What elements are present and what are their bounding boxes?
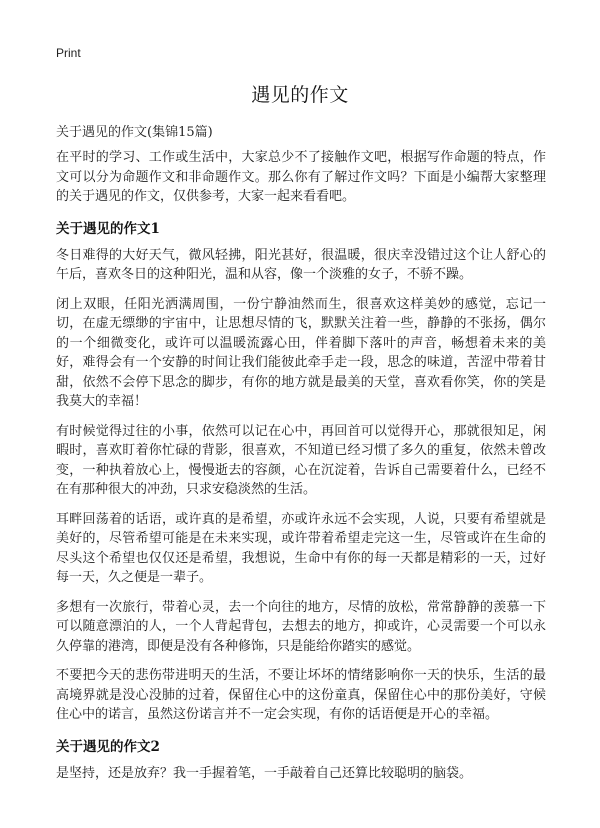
section2-paragraph-1: 是坚持，还是放弃？我一手握着笔，一手敲着自己还算比较聪明的脑袋。 [56,765,473,781]
intro-paragraph: 在平时的学习、工作或生活中，大家总少不了接触作文吧，根据写作命题的特点，作文可以分为命题作文和非命题作文。那么你有了解过作文吗？下面是小编帮大家整理的关于遇见的作文，仅供参考，大家一起来看看吧。 [56,150,546,204]
section1-paragraph-6: 不要把今天的悲伤带进明天的生活，不要让坏坏的情绪影响你一天的快乐，生活的最高境界就是没心没肺的过着，保留住心中的这份童真，保留住心中的那份美好，守候住心中的诺言，虽然这份诺言并不一定会实现，有你的话语便是开心的幸福。 [56,668,546,722]
section1-paragraph-4: 耳畔回荡着的话语，或许真的是希望，亦或许永远不会实现，人说，只要有希望就是美好的，尽管希望可能是在未来实现，或许带着希望走完这一生，尽管或许在生命的尽头这个希望也仅仅还是希望，我想说，生命中有你的每一天都是精彩的一天，过好每一天，久之便是一辈子。 [56,511,546,585]
document-title: 遇见的作文 [251,85,349,106]
print-label[interactable]: Print [56,46,81,60]
section1-paragraph-2: 闭上双眼，任阳光洒满周围，一份宁静油然而生，很喜欢这样美妙的感觉，忘记一切，在虚无缥缈的宇宙中，让思想尽情的飞，默默关注着一些，静静的不张扬，偶尔的一个细微变化，或许可以温暖流露心田，伴着脚下落叶的声音，畅想着未来的美好，难得会有一个安静的时间让我们能彼此牵手走一段，思念的味道，苦涩中带着甘甜，依然不会停下思念的脚步，有你的地方就是最美的天堂，喜欢看你笑，你的笑是我莫大的幸福！ [56,296,546,409]
section-heading-1: 关于遇见的作文1 [56,220,160,237]
section-heading-2: 关于遇见的作文2 [56,738,160,755]
section1-paragraph-3: 有时候觉得过往的小事，依然可以记在心中，再回首可以觉得开心，那就很知足，闲暇时，喜欢盯着你忙碌的背影，很喜欢，不知道已经习惯了多久的重复，依然未曾改变，一种执着放心上，慢慢逝去的容颜，心在沉淀着，告诉自己需要着什么，已经不在有那种很大的冲劲，只求安稳淡然的生活。 [56,423,546,497]
document-subtitle: 关于遇见的作文(集锦15篇) [56,125,213,140]
document-body [56,148,546,793]
section1-paragraph-1: 冬日难得的大好天气，微风轻拂，阳光甚好，很温暖，很庆幸没错过这个让人舒心的午后，喜欢冬日的这种阳光，温和从容，像一个淡雅的女子，不骄不躁。 [56,247,546,282]
section1-paragraph-5: 多想有一次旅行，带着心灵，去一个向往的地方，尽情的放松，常常静静的羡慕一下可以随意漂泊的人，一个人背起背包，去想去的地方，抑或许，心灵需要一个可以永久停靠的港湾，即便是没有各种修饰，只是能给你踏实的感觉。 [56,599,546,654]
